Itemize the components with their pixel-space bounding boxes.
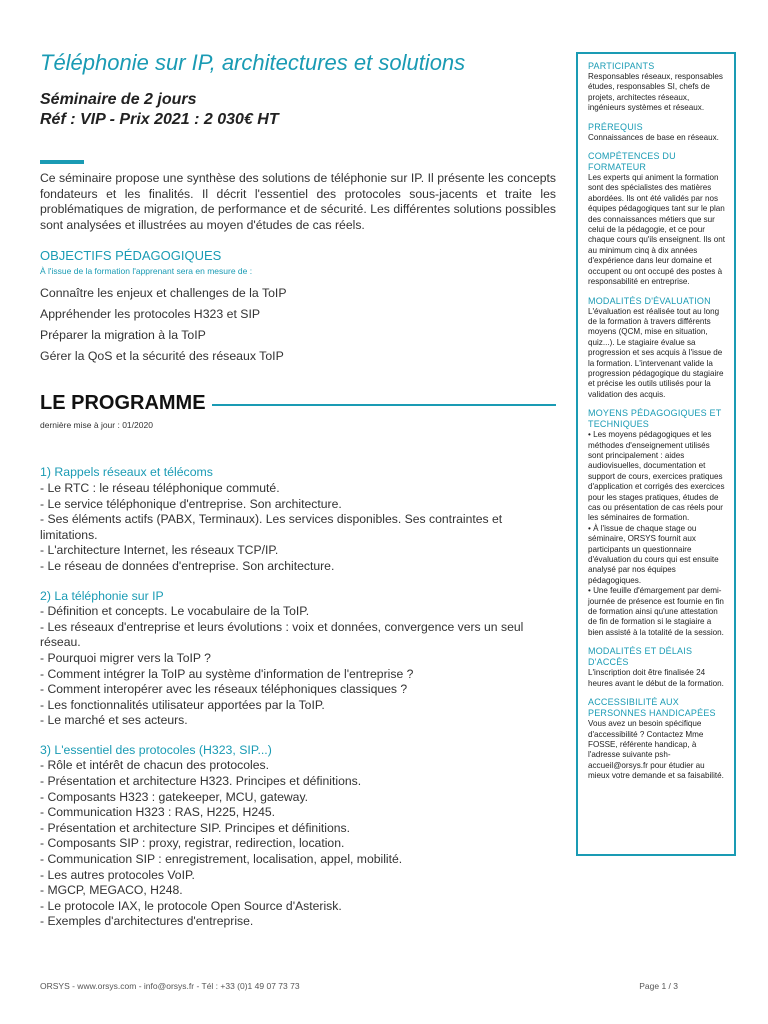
- section-item: - Ses éléments actifs (PABX, Terminaux). Les services disponibles. Ses contraintes et limitations.: [40, 512, 503, 542]
- section-items: [40, 481, 556, 575]
- section-title: 3) L'essentiel des protocoles (H323, SIP...): [40, 742, 272, 757]
- sidebar-heading: MODALITÉS ET DÉLAIS D'ACCÈS: [588, 646, 693, 668]
- section-item: - Rôle et intérêt de chacun des protocoles.: [40, 758, 269, 773]
- sidebar-heading: COMPÉTENCES DU FORMATEUR: [588, 151, 676, 173]
- sidebar-participants: [588, 61, 726, 114]
- objectives-heading: OBJECTIFS PÉDAGOGIQUES: [40, 248, 222, 264]
- section-title: 1) Rappels réseaux et télécoms: [40, 465, 213, 480]
- sidebar-text: Vous avez un besoin spécifique d'accessibilité ? Contactez Mme FOSSE, référente handicap, à l'adresse suivante psh-accueil@orsys.fr pour étudier au mieux votre demande et sa faisabilité.: [588, 719, 724, 781]
- section-item: - Le service téléphonique d'entreprise. Son architecture.: [40, 496, 342, 511]
- section-item: - Communication SIP : enregistrement, localisation, appel, mobilité.: [40, 852, 403, 867]
- section-title: 2) La téléphonie sur IP: [40, 588, 164, 603]
- sidebar-heading: PARTICIPANTS: [588, 61, 655, 71]
- duration-subtitle: Séminaire de 2 jours: [40, 91, 197, 108]
- programme-section: [40, 589, 556, 729]
- footer-contact: ORSYS - www.orsys.com - info@orsys.fr - Tél : +33 (0)1 49 07 73 73: [40, 981, 300, 991]
- intro-paragraph: Ce séminaire propose une synthèse des solutions de téléphonie sur IP. Il présente les concepts fondateurs et les finalités. Il décrit l'essentiel des protocoles sous-jacents et traite les problématiques de migration, de performance et de sécurité. Les différentes solutions possibles sont analysées et illustrées au moyen d'études de cas réels.: [40, 171, 556, 232]
- objectives-subheading: À l'issue de la formation l'apprenant sera en mesure de :: [40, 266, 253, 277]
- section-item: - Exemples d'architectures d'entreprise.: [40, 914, 254, 929]
- section-item: - MGCP, MEGACO, H248.: [40, 883, 183, 898]
- objective-item: Préparer la migration à la ToIP: [40, 328, 206, 343]
- programme-title: LE PROGRAMME: [40, 392, 206, 415]
- page-title: Téléphonie sur IP, architectures et solutions: [40, 50, 466, 75]
- section-item: - L'architecture Internet, les réseaux TCP/IP.: [40, 543, 279, 558]
- accent-divider: [40, 160, 84, 164]
- reference-price: Réf : VIP - Prix 2021 : 2 030€ HT: [40, 111, 279, 128]
- info-sidebar: [576, 52, 736, 856]
- sidebar-text: • Les moyens pédagogiques et les méthodes d'enseignement utilisés sont principalement : aides audiovisuelles, documentation et support de cours, exercices pratiques d'application et corrigés des exercices pour les stages pratiques, études de cas ou présentation de cas réels pour les séminaires de formation. • À l'issue de chaque stage ou séminaire, ORSYS fournit aux participants un questionnaire d'évaluation du cours qui est ensuite analysé par nos équipes pédagogiques. • Une feuille d'émargement par demi-journée de présence est fournie en fin de formation ainsi qu'une attestation de fin de formation si le stagiaire a bien assisté à la totalité de la session.: [588, 430, 725, 637]
- section-item: - Le réseau de données d'entreprise. Son architecture.: [40, 558, 335, 573]
- section-item: - Présentation et architecture H323. Principes et définitions.: [40, 774, 362, 789]
- sidebar-heading: MODALITÉS D'ÉVALUATION: [588, 295, 711, 306]
- sidebar-text: Responsables réseaux, responsables études, responsables SI, chefs de projets, architectes réseaux, ingénieurs systèmes et réseaux.: [588, 72, 723, 113]
- sidebar-heading: PRÉREQUIS: [588, 121, 643, 132]
- objective-item: Gérer la QoS et la sécurité des réseaux ToIP: [40, 349, 284, 364]
- section-item: - Le RTC : le réseau téléphonique commuté.: [40, 480, 280, 495]
- objectives-list: [40, 286, 556, 364]
- main-content: [40, 48, 556, 930]
- section-item: - Définition et concepts. Le vocabulaire de la ToIP.: [40, 604, 310, 619]
- sidebar-teaching-methods: [588, 408, 726, 638]
- section-item: - Le protocole IAX, le protocole Open Source d'Asterisk.: [40, 898, 342, 913]
- section-items: [40, 758, 556, 930]
- section-item: - Présentation et architecture SIP. Principes et définitions.: [40, 820, 351, 835]
- programme-rule: [212, 404, 556, 406]
- objective-item: Connaître les enjeux et challenges de la ToIP: [40, 286, 287, 301]
- section-item: - Communication H323 : RAS, H225, H245.: [40, 805, 276, 820]
- section-items: [40, 604, 556, 729]
- sidebar-text: Connaissances de base en réseaux.: [588, 132, 719, 142]
- page-number: Page 1 / 3: [639, 981, 678, 991]
- sidebar-text: L'évaluation est réalisée tout au long de la formation à travers différents moyens (QCM, mise en situation, quiz...). Le stagiaire évalue sa progression et ses acquis à l'issue de la formation. L'intervenant valide la progression pédagogique du stagiaire et précise les outils utilisés pour la validation des acquis.: [588, 306, 724, 399]
- last-update: dernière mise à jour : 01/2020: [40, 420, 153, 431]
- sidebar-prerequisites: [588, 122, 726, 143]
- sidebar-heading: MOYENS PÉDAGOGIQUES ET TECHNIQUES: [588, 408, 722, 430]
- sidebar-trainer-skills: [588, 151, 726, 287]
- sidebar-evaluation: [588, 296, 726, 401]
- section-item: - Comment intégrer la ToIP au système d'information de l'entreprise ?: [40, 666, 414, 681]
- section-item: - Composants SIP : proxy, registrar, redirection, location.: [40, 836, 345, 851]
- programme-header: [40, 391, 556, 415]
- section-item: - Composants H323 : gatekeeper, MCU, gateway.: [40, 789, 309, 804]
- sidebar-text: L'inscription doit être finalisée 24 heures avant le début de la formation.: [588, 668, 724, 688]
- section-item: - Les autres protocoles VoIP.: [40, 867, 195, 882]
- programme-section: [40, 465, 556, 574]
- sidebar-access: [588, 646, 726, 689]
- section-item: - Les réseaux d'entreprise et leurs évolutions : voix et données, convergence vers un seul réseau.: [40, 619, 524, 650]
- objective-item: Appréhender les protocoles H323 et SIP: [40, 307, 261, 322]
- sidebar-heading: ACCESSIBILITÉ AUX PERSONNES HANDICAPÉES: [588, 697, 716, 719]
- sidebar-text: Les experts qui animent la formation sont des spécialistes des matières abordées. Ils ont été validés par nos équipes pédagogiques tant sur le plan des connaissances métiers que sur celui de la pédagogie, et ce pour chaque cours qu'ils enseignent. Ils ont au minimum cinq à dix années d'expérience dans leur domaine et occupent ou ont occupé des postes à responsabilité en entreprise.: [588, 173, 725, 287]
- page-footer: [40, 981, 680, 992]
- section-item: - Le marché et ses acteurs.: [40, 713, 188, 728]
- section-item: - Pourquoi migrer vers la ToIP ?: [40, 650, 211, 665]
- section-item: - Les fonctionnalités utilisateur apportées par la ToIP.: [40, 697, 325, 712]
- sidebar-accessibility: [588, 697, 726, 781]
- section-item: - Comment interopérer avec les réseaux téléphoniques classiques ?: [40, 682, 408, 697]
- programme-section: [40, 743, 556, 930]
